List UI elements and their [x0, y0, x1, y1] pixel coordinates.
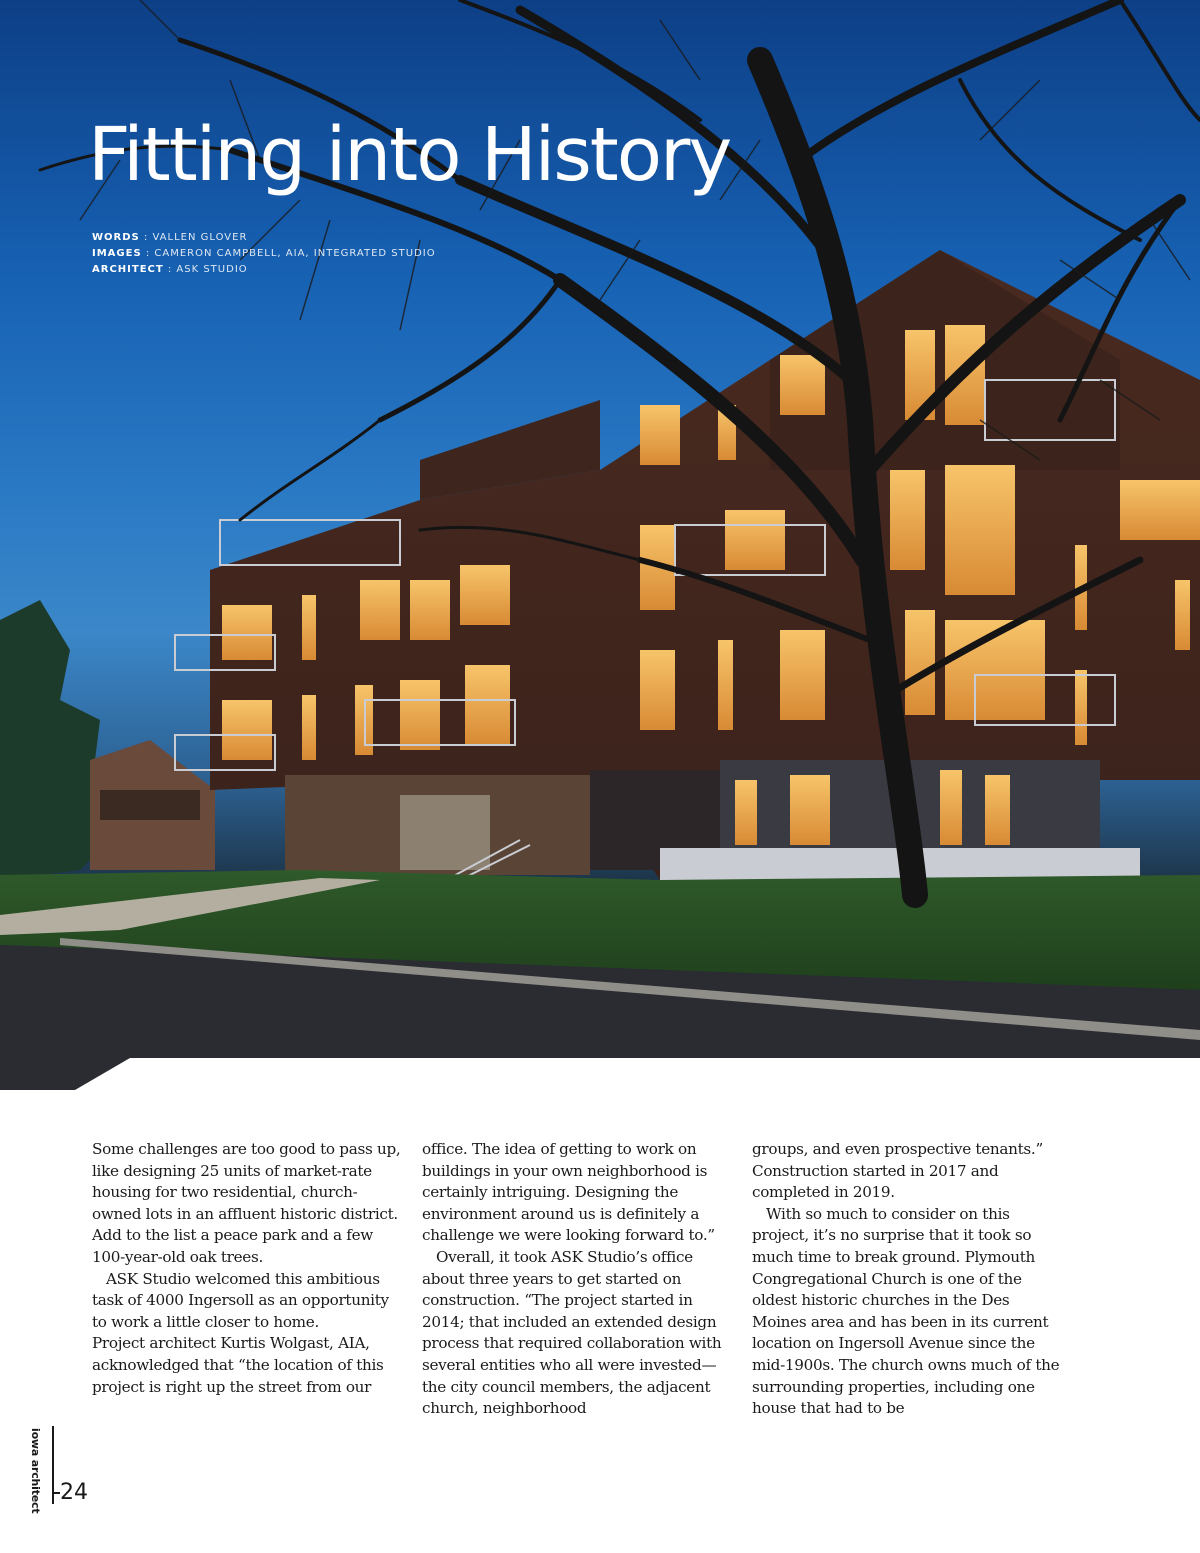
body-paragraph: Project architect Kurtis Wolgast, AIA, acknowledged that “the location of this project is right up the street from our [92, 1334, 384, 1396]
body-paragraph: groups, and even prospective tenants.” Construction started in 2017 and completed in 2019. [752, 1140, 1043, 1202]
credit-label: ARCHITECT [92, 264, 164, 275]
credit-value: : VALLEN GLOVER [139, 232, 248, 243]
footer-tick [52, 1492, 60, 1494]
credit-label: IMAGES [92, 248, 142, 259]
page-number: 24 [60, 1480, 88, 1505]
body-paragraph: office. The idea of getting to work on buildings in your own neighborhood is certainly intriguing. Designing the environment around us is definitely a challenge we were looking forward to.” [422, 1140, 715, 1245]
credit-architect [92, 262, 436, 278]
article-title: Fitting into History [88, 112, 731, 198]
credit-value: : ASK STUDIO [163, 264, 248, 275]
credit-value: : CAMERON CAMPBELL, AIA, INTEGRATED STUDIO [141, 248, 436, 259]
body-column-3 [752, 1139, 1064, 1420]
body-paragraph: With so much to consider on this project, it’s no surprise that it took so much time to break ground. Plymouth Congregational Church is one of the oldest historic churches in the Des Moines area and has been in its current location on Ingersoll Avenue since the mid-1900s. The church owns much of the surrounding properties, including one house that had to be [752, 1204, 1060, 1418]
corner-cut-decoration [0, 1058, 1200, 1090]
body-paragraph: Overall, it took ASK Studio’s office about three years to get started on construction. “The project started in 2014; that included an extended design process that required collaboration with several entities who all were invested—the city council members, the adjacent church, neighborhood [422, 1247, 722, 1418]
credit-words [92, 230, 436, 246]
credit-label: WORDS [92, 232, 140, 243]
magazine-name: iowa architect [29, 1428, 42, 1514]
article-credits [92, 230, 436, 278]
body-paragraph: Some challenges are too good to pass up, like designing 25 units of market-rate housing for two residential, church-owned lots in an affluent historic district. Add to the list a peace park and a few 100-year-old oak trees. [92, 1140, 401, 1266]
credit-images [92, 246, 436, 262]
body-column-1 [92, 1139, 404, 1398]
body-column-2 [422, 1139, 734, 1420]
body-paragraph: ASK Studio welcomed this ambitious task of 4000 Ingersoll as an opportunity to work a little closer to home. [92, 1269, 389, 1331]
